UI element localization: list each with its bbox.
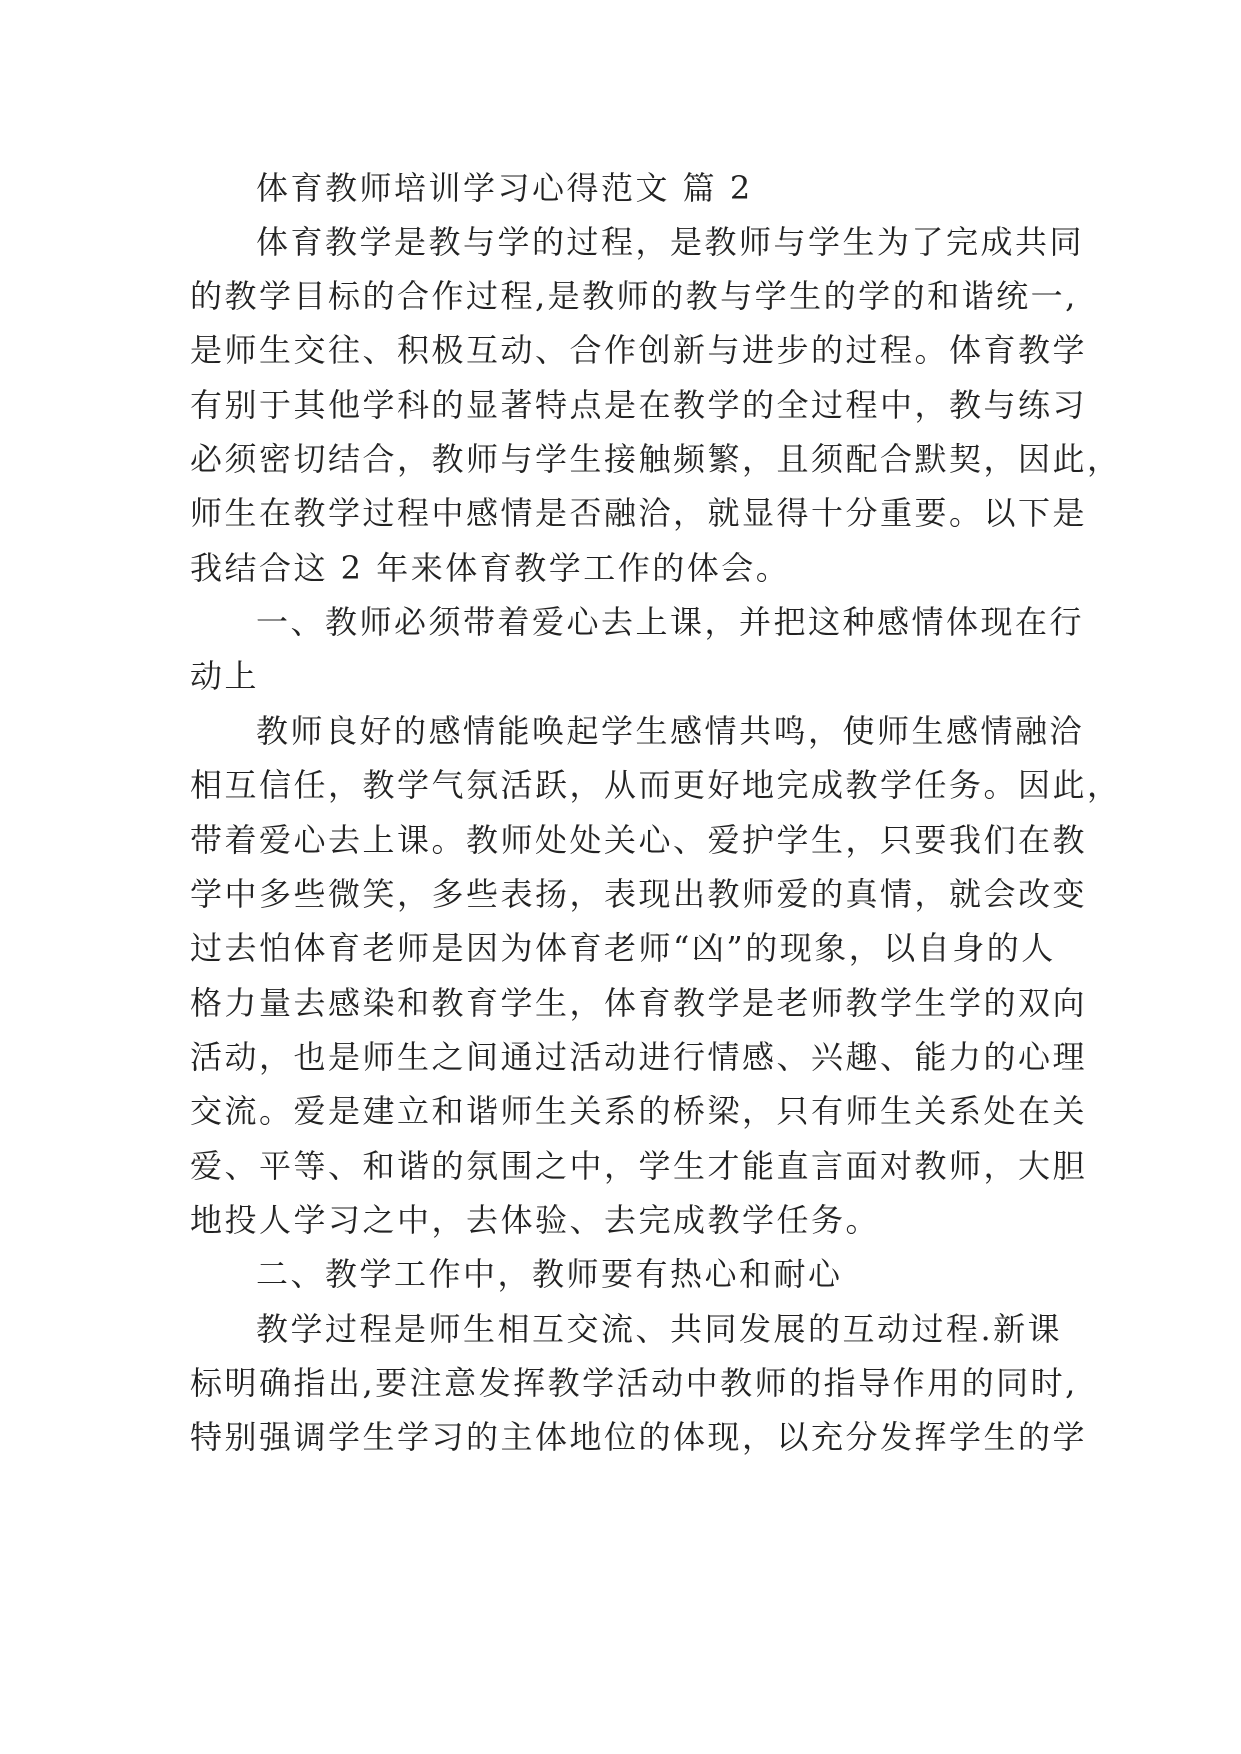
text-line: 的教学目标的合作过程,是教师的教与学生的学的和谐统一, — [190, 277, 1078, 315]
text-line: 爱、平等、和谐的氛围之中，学生才能直言面对教师，大胆 — [190, 1147, 1088, 1185]
text-line: 活动，也是师生之间通过活动进行情感、兴趣、能力的心理 — [190, 1038, 1088, 1076]
text-line: 格力量去感染和教育学生，体育教学是老师教学生学的双向 — [190, 984, 1088, 1022]
text-line: 是师生交往、积极互动、合作创新与进步的过程。体育教学 — [190, 331, 1088, 369]
text-line: 相互信任，教学气氛活跃，从而更好地完成教学任务。因此， — [190, 766, 1122, 804]
section-heading: 一、教师必须带着爱心去上课，并把这种感情体现在行 — [256, 603, 1085, 641]
document-title: 体育教师培训学习心得范文 篇 2 — [256, 169, 753, 207]
text-line: 体育教学是教与学的过程，是教师与学生为了完成共同 — [256, 223, 1085, 261]
text-line: 标明确指出,要注意发挥教学活动中教师的指导作用的同时, — [190, 1364, 1078, 1402]
text-line: 有别于其他学科的显著特点是在教学的全过程中，教与练习 — [190, 386, 1088, 424]
text-line: 师生在教学过程中感情是否融洽，就显得十分重要。以下是 — [190, 494, 1088, 532]
text-line: 带着爱心去上课。教师处处关心、爱护学生，只要我们在教 — [190, 821, 1088, 859]
text-line: 教学过程是师生相互交流、共同发展的互动过程.新课 — [256, 1310, 1063, 1348]
text-line: 过去怕体育老师是因为体育老师“凶”的现象，以自身的人 — [190, 929, 1056, 967]
text-line: 必须密切结合，教师与学生接触频繁，且须配合默契，因此， — [190, 440, 1122, 478]
section-heading-continued: 动上 — [190, 657, 260, 695]
text-line: 特别强调学生学习的主体地位的体现，以充分发挥学生的学 — [190, 1418, 1088, 1456]
text-line: 地投人学习之中，去体验、去完成教学任务。 — [190, 1201, 881, 1239]
section-heading: 二、教学工作中，教师要有热心和耐心 — [256, 1255, 843, 1293]
text-line: 教师良好的感情能唤起学生感情共鸣，使师生感情融洽 — [256, 712, 1085, 750]
text-line: 我结合这 2 年来体育教学工作的体会。 — [190, 549, 791, 587]
text-line: 学中多些微笑，多些表扬，表现出教师爱的真情，就会改变 — [190, 875, 1088, 913]
text-line: 交流。爱是建立和谐师生关系的桥梁，只有师生关系处在关 — [190, 1092, 1088, 1130]
